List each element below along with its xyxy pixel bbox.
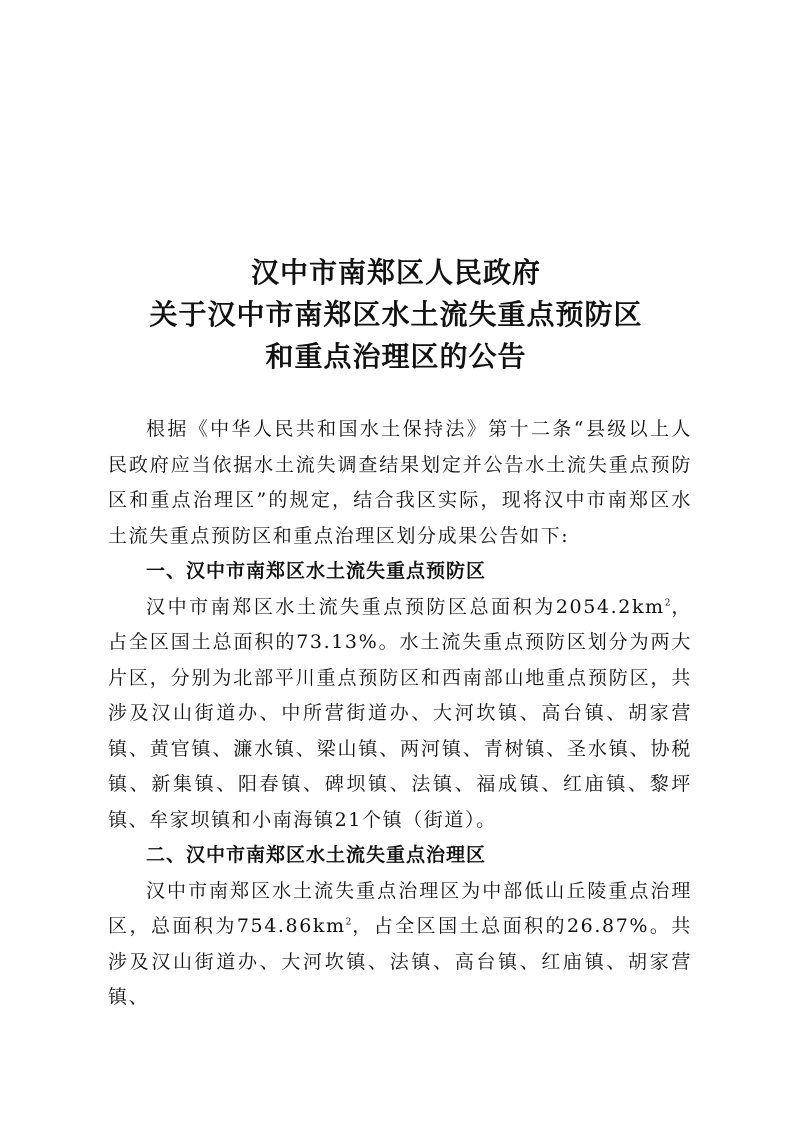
section-1-unit-superscript: 2 [664, 598, 671, 609]
section-1-heading: 一、汉中市南郑区水土流失重点预防区 [146, 560, 487, 582]
title-line-1: 汉中市南郑区人民政府 [250, 256, 541, 289]
title-line-2: 关于汉中市南郑区水土流失重点预防区 [149, 298, 643, 331]
section-1-paragraph [108, 590, 692, 839]
document-title [0, 252, 792, 378]
section-2-heading: 二、汉中市南郑区水土流失重点治理区 [146, 844, 487, 866]
section-1-text-b: ，占全区国土总面积的73.13%。水土流失重点预防区划分为两大片区，分别为北部平川重点预防区和西南部山地重点预防区，共涉及汉山街道办、中所营街道办、大河坎镇、高台镇、胡家营镇、黄官镇、濂水镇、梁山镇、两河镇、青树镇、圣水镇、协税镇、新集镇、阳春镇、碑坝镇、法镇、福成镇、红庙镇、黎坪镇、牟家坝镇和小南海镇21个镇（街道）。 [108, 595, 692, 831]
title-line-3: 和重点治理区的公告 [265, 340, 527, 373]
section-1-text-a: 汉中市南郑区水土流失重点预防区总面积为2054.2km [146, 595, 665, 618]
section-2-text-b: ，占全区国土总面积的26.87%。共涉及汉山街道办、大河坎镇、法镇、高台镇、红庙镇、胡家营镇、 [108, 915, 692, 1008]
intro-paragraph: 根据《中华人民共和国水土保持法》第十二条“县级以上人民政府应当依据水土流失调查结果划定并公告水土流失重点预防区和重点治理区”的规定，结合我区实际，现将汉中市南郑区水土流失重点预防区和重点治理区划分成果公告如下: [108, 418, 692, 547]
section-2-unit-superscript: 2 [345, 917, 352, 928]
section-2-paragraph [108, 874, 692, 1016]
document-body [108, 412, 692, 1016]
section-2-text-a: 汉中市南郑区水土流失重点治理区为中部低山丘陵重点治理区，总面积为754.86km [108, 879, 692, 937]
